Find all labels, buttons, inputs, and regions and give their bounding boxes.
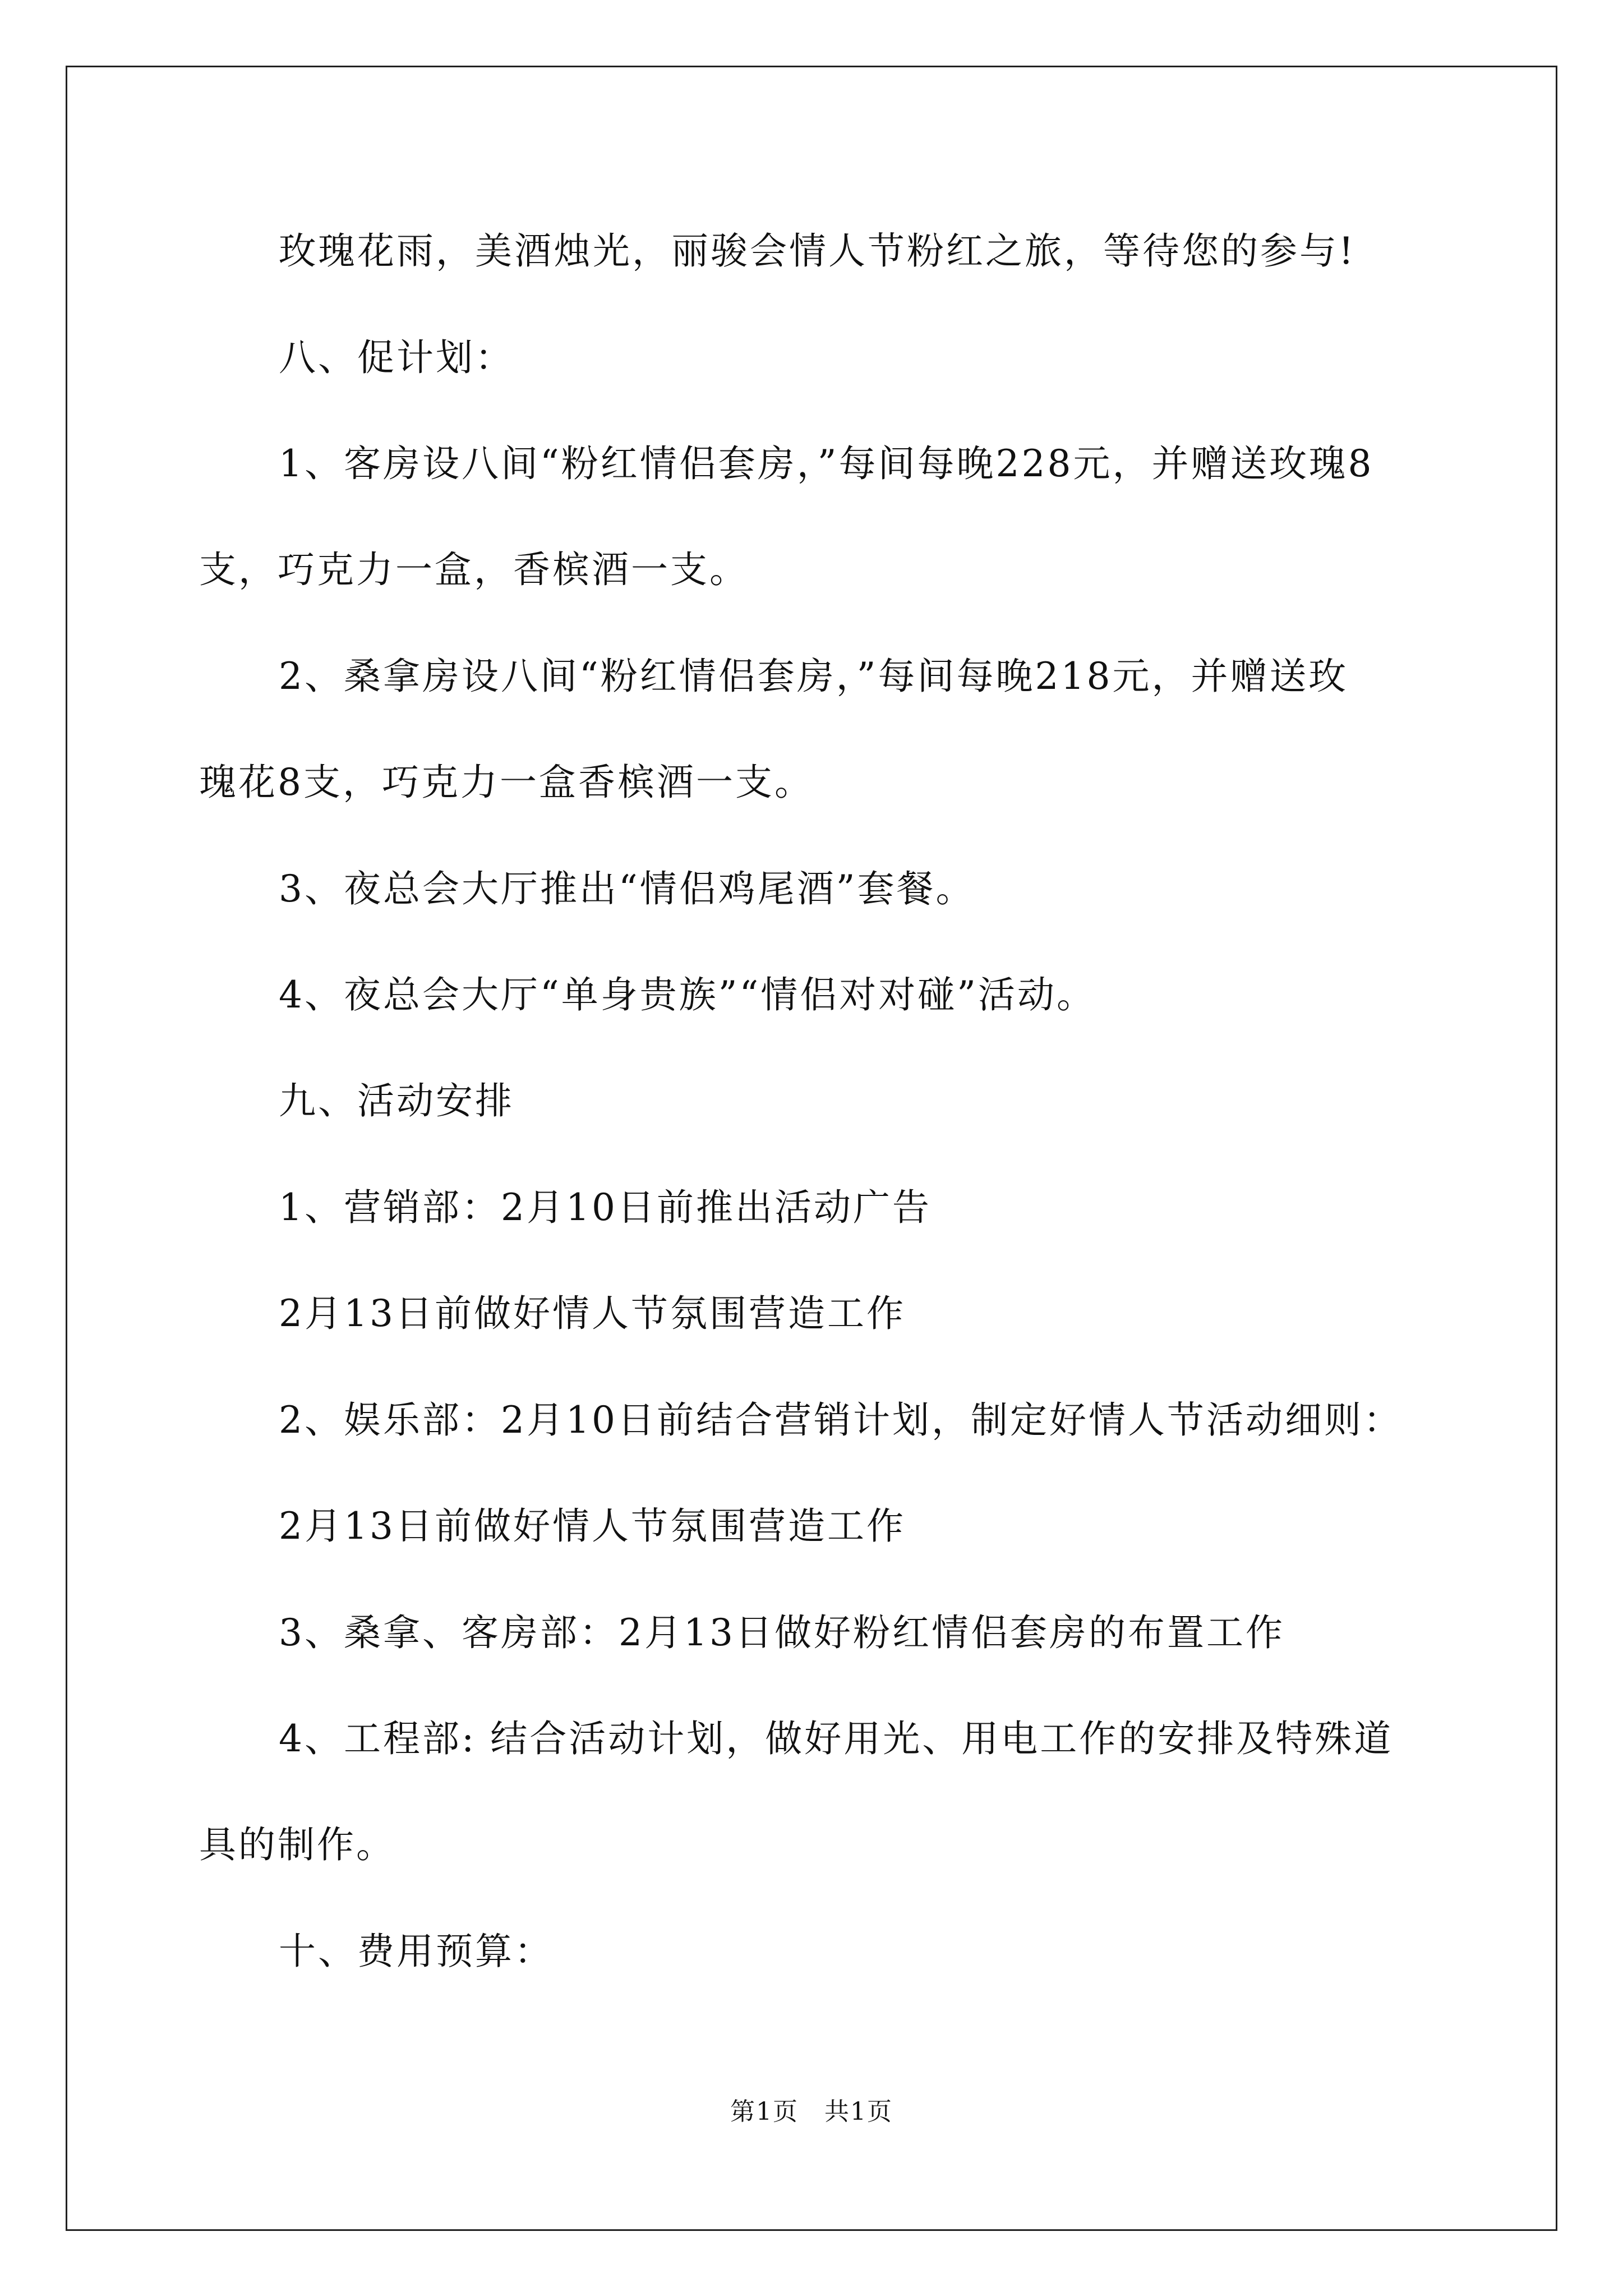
body-line-5: 2、桑拿房设八间“粉红情侣套房，”每间每晚218元，并赠送玫 (279, 655, 1348, 698)
body-line-10: 1、营销部：2月10日前推出活动广告 (279, 1186, 932, 1229)
body-line-15: 4、工程部: 结合活动计划，做好用光、用电工作的安排及特殊道 (279, 1717, 1394, 1760)
body-line-8: 4、夜总会大厅“单身贵族”“情侣对对碰”活动。 (279, 973, 1096, 1016)
page-border (66, 66, 1557, 2231)
page-number-footer: 第1页 共1页 (730, 2097, 893, 2126)
body-line-13: 2月13日前做好情人节氛围营造工作 (279, 1504, 906, 1548)
body-line-7: 3、夜总会大厅推出“情侣鸡尾酒”套餐。 (279, 867, 975, 910)
body-line-3: 1、客房设八间“粉红情侣套房，”每间每晚228元，并赠送玫瑰8 (279, 442, 1374, 485)
body-line-11: 2月13日前做好情人节氛围营造工作 (279, 1292, 906, 1335)
body-line-6: 瑰花8支，巧克力一盒香槟酒一支。 (199, 761, 814, 804)
body-line-16: 具的制作。 (199, 1823, 395, 1866)
section-heading-budget: 十、费用预算： (279, 1930, 554, 1973)
section-heading-promotion-plan: 八、促计划： (279, 336, 514, 379)
body-line-12: 2、娱乐部：2月10日前结合营销计划，制定好情人节活动细则： (279, 1398, 1403, 1442)
body-line-1: 玫瑰花雨，美酒烛光，丽骏会情人节粉红之旅，等待您的参与! (279, 229, 1356, 273)
section-heading-activity-arrangement: 九、活动安排 (279, 1079, 514, 1122)
body-line-4: 支，巧克力一盒，香槟酒一支。 (199, 548, 749, 591)
body-line-14: 3、桑拿、客房部：2月13日做好粉红情侣套房的布置工作 (279, 1611, 1285, 1654)
